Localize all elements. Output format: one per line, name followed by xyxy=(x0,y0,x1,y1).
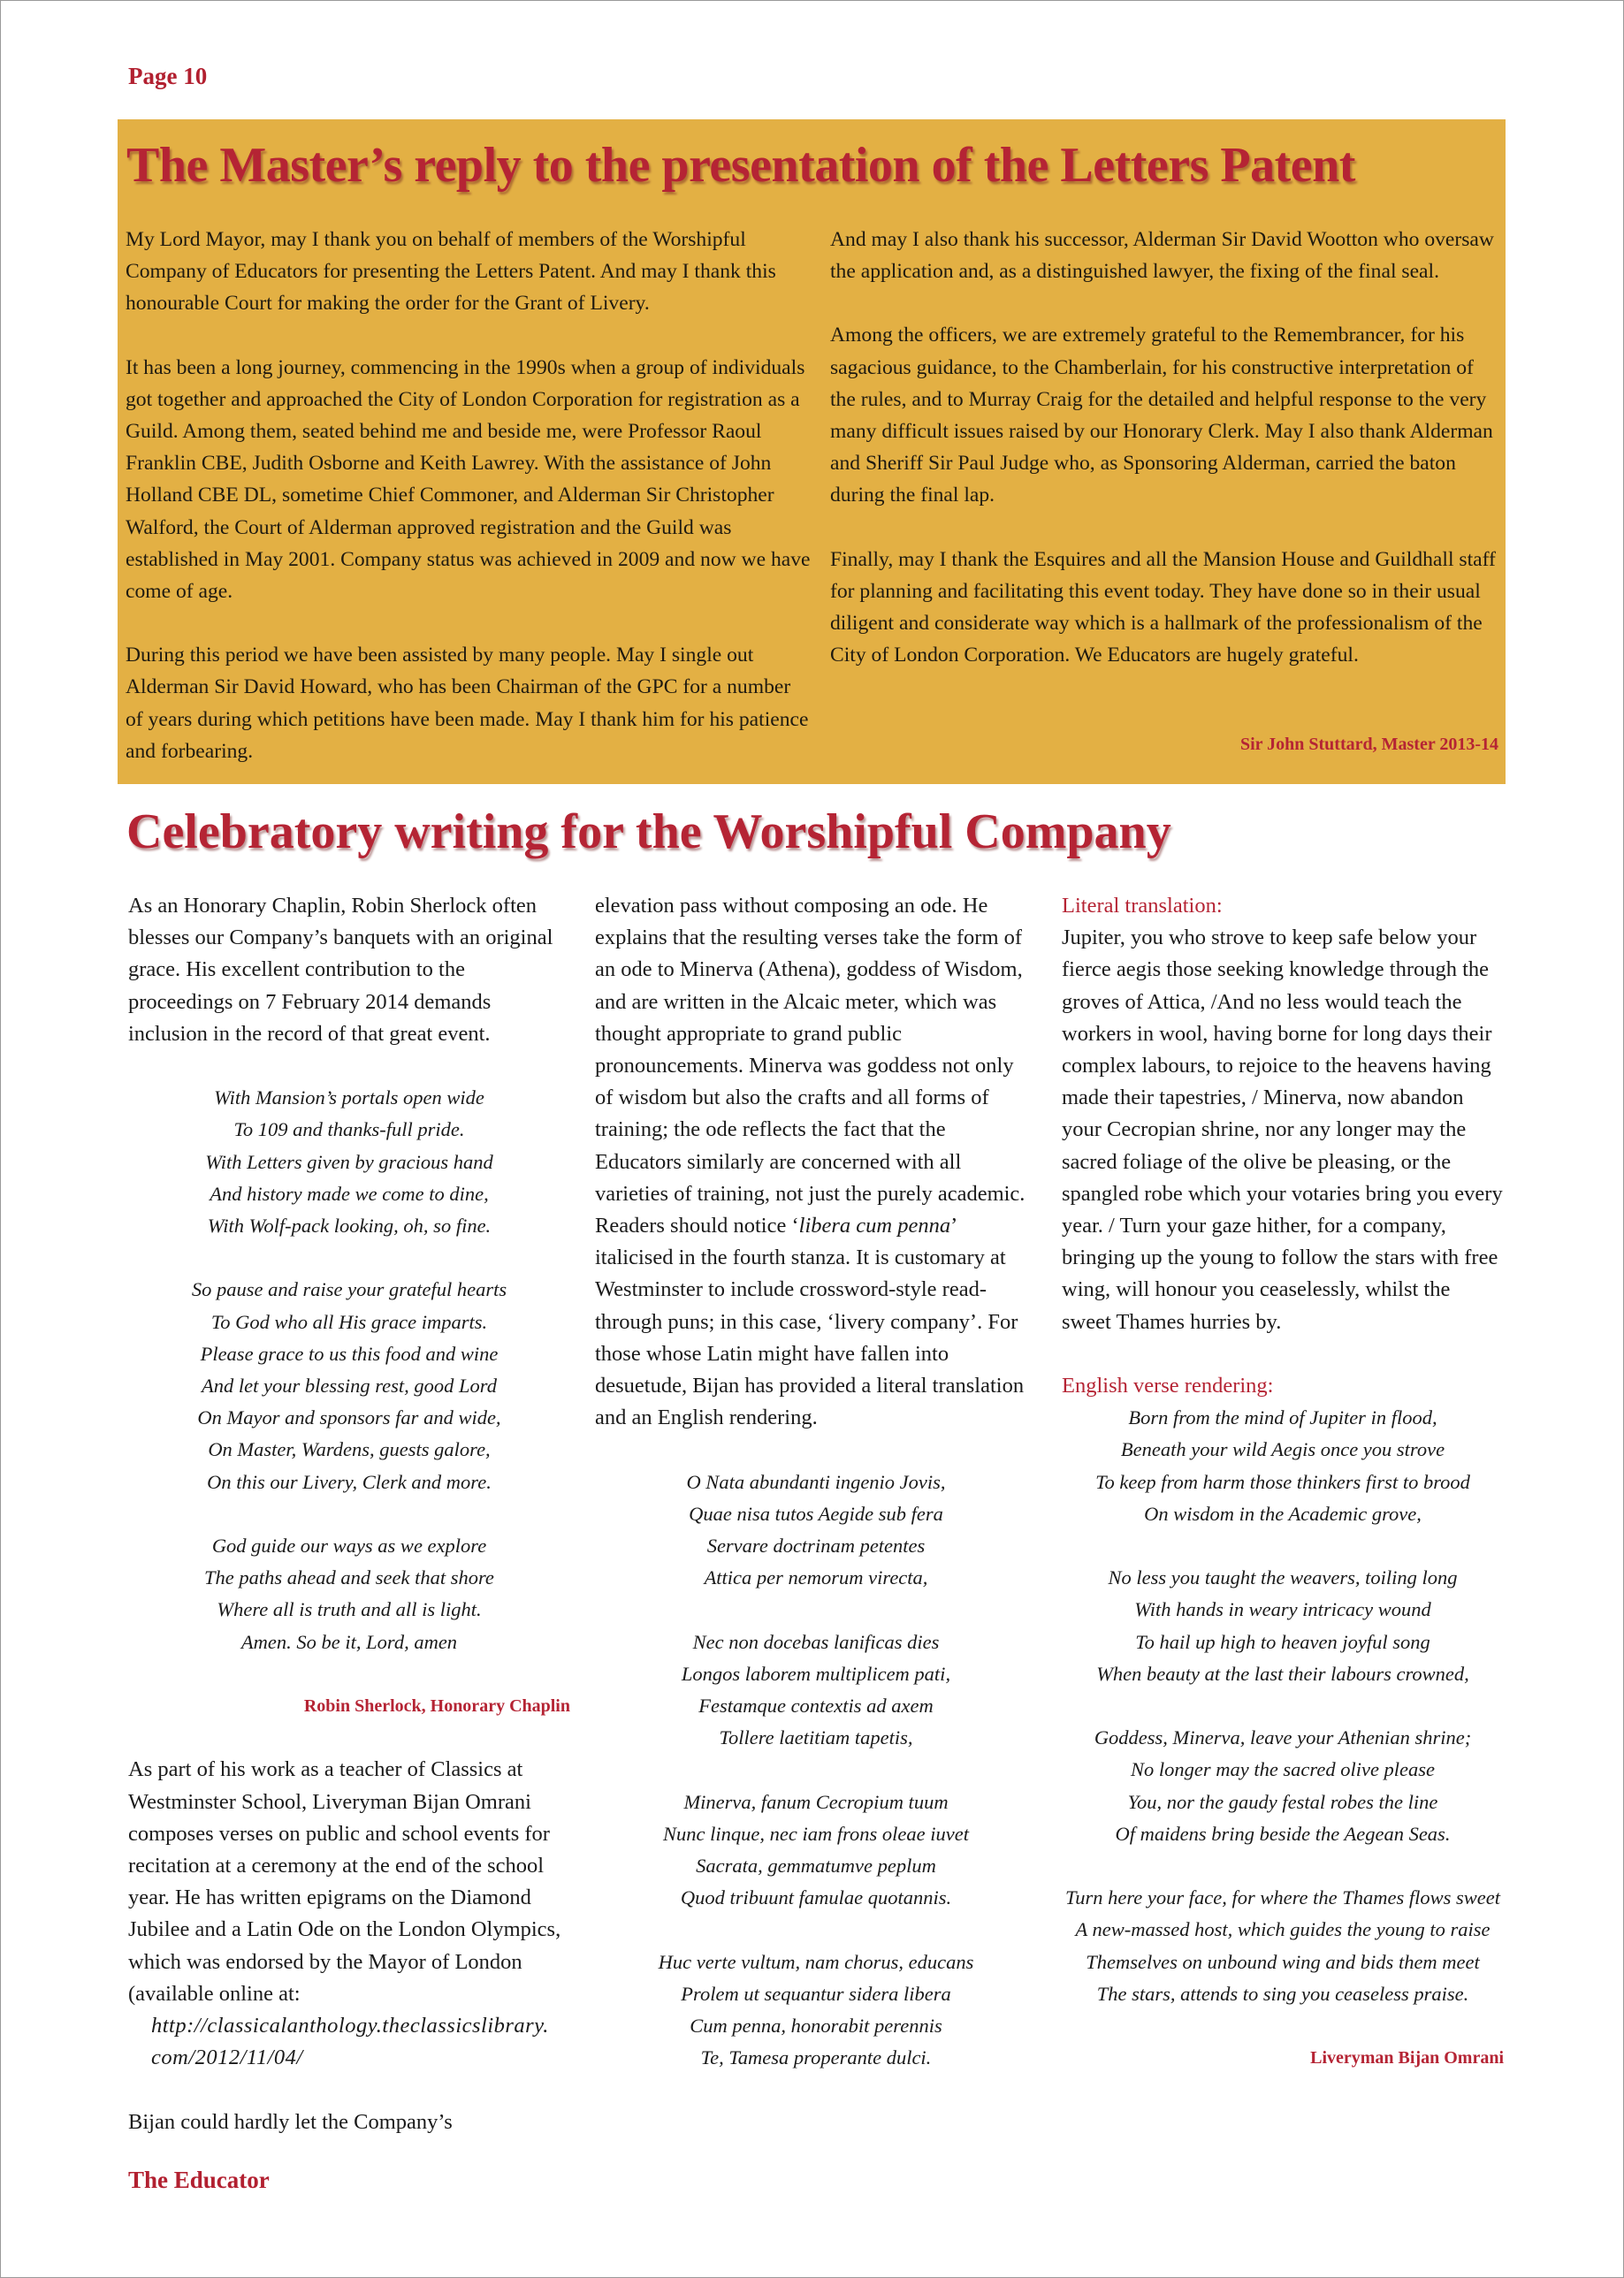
verse-line: No less you taught the weavers, toiling long xyxy=(1108,1566,1458,1589)
paragraph: And may I also thank his successor, Alderman Sir David Wootton who oversaw the application and, as a distinguished lawyer, the fixing of the final seal. xyxy=(830,228,1494,284)
column-1 xyxy=(128,890,570,2138)
bijan-intro: As part of his work as a teacher of Classics at Westminster School, Liveryman Bijan Omrani composes verses on public and school events for recitation at a ceremony at the end of the school year. He has written epigrams on the Diamond Jubilee and a Latin Ode on the London Olympics, which was endorsed by the Mayor of London (available online at: xyxy=(128,1757,561,2006)
paragraph: Among the officers, we are extremely grateful to the Remembrancer, for his sagacious guidance, to the Chamberlain, for his constructive interpretation of the rules, and to Murray Craig for the detailed and helpful response to the very many difficult issues raised by our Honorary Clerk. May I also thank Alderman and Sheriff Sir Paul Judge who, as Sponsoring Alderman, carried the baton during the final lap. xyxy=(830,324,1493,507)
paragraph: My Lord Mayor, may I thank you on behalf of members of the Worshipful Company of Educators for presenting the Letters Patent. And may I thank this honourable Court for making the order for the Grant of Livery. xyxy=(126,228,776,316)
verse-line: So pause and raise your grateful hearts xyxy=(191,1278,507,1301)
verse-line: Servare doctrinam petentes xyxy=(706,1535,926,1558)
stanza xyxy=(128,1274,570,1497)
master-reply-panel xyxy=(118,119,1506,784)
verse-line: To God who all His grace imparts. xyxy=(210,1310,488,1333)
master-signature: Sir John Stuttard, Master 2013-14 xyxy=(1239,735,1498,754)
verse-line: When beauty at the last their labours crowned, xyxy=(1096,1662,1469,1685)
english-rendering-label: English verse rendering: xyxy=(1062,1374,1274,1398)
grace-signature: Robin Sherlock, Honorary Chaplin xyxy=(303,1696,570,1717)
master-reply-right-column xyxy=(830,224,1502,703)
paragraph: During this period we have been assisted by many people. May I single out Alderman Sir David Howard, who has been Chairman of the GPC for a number of years during which petitions have been made. May I thank him for his patience and forbearing. xyxy=(126,644,809,763)
verse-line: Tollere laetitiam tapetis, xyxy=(719,1726,913,1749)
stanza xyxy=(1062,1882,1504,2010)
verse-line: Cum penna, honorabit perennis xyxy=(690,2015,942,2038)
stanza xyxy=(1062,1402,1504,1530)
celebratory-title: Celebratory writing for the Worshipful Company xyxy=(126,804,1171,859)
master-reply-left-column xyxy=(126,224,811,799)
stanza xyxy=(595,1947,1037,2075)
paragraph: It has been a long journey, commencing in the 1990s when a group of individuals got together and approached the City of London Corporation for registration as a Guild. Among them, seated behind me and beside me, were Professor Raoul Franklin CBE, Judith Osborne and Keith Lawrey. With the assistance of John Holland CBE DL, sometime Chief Commoner, and Alderman Sir Christopher Walford, the Court of Alderman approved registration and the Guild was established in May 2001. Company status was achieved in 2009 and now we have come of age. xyxy=(126,355,811,604)
verse-line: God guide our ways as we explore xyxy=(211,1535,487,1558)
grace-intro: As an Honorary Chaplin, Robin Sherlock often blesses our Company’s banquets with an original grace. His excellent contribution to the proceedings on 7 February 2014 demands inclusion in the record of that great event. xyxy=(128,894,553,1046)
verse-line: Minerva, fanum Cecropium tuum xyxy=(683,1790,949,1813)
verse-line: With Wolf-pack looking, oh, so fine. xyxy=(207,1215,492,1238)
verse-line: With Letters given by gracious hand xyxy=(205,1150,493,1173)
literal-translation-label: Literal translation: xyxy=(1062,894,1223,918)
master-reply-title: The Master’s reply to the presentation of the Letters Patent xyxy=(126,138,1355,193)
url-line: http://classicalanthology.theclassicslibrary. xyxy=(151,2014,549,2038)
stanza xyxy=(128,1082,570,1242)
verse-line: Where all is truth and all is light. xyxy=(217,1598,482,1621)
verse-line: Prolem ut sequantur sidera libera xyxy=(681,1982,951,2005)
verse-line: Nec non docebas lanificas dies xyxy=(692,1630,940,1653)
grace-verse xyxy=(128,1082,570,1658)
column-1-end: Bijan could hardly let the Company’s xyxy=(128,2109,453,2134)
verse-line: With hands in weary intricacy wound xyxy=(1134,1598,1431,1621)
verse-line: Huc verte vultum, nam chorus, educans xyxy=(658,1950,974,1973)
verse-line: On wisdom in the Academic grove, xyxy=(1144,1502,1422,1525)
verse-line: Themselves on unbound wing and bids them meet xyxy=(1086,1950,1480,1973)
text-segment: ’ italicised in the fourth stanza. It is customary at Westminster to include crossword-style read-through puns; in this case, ‘livery company’. For those whose Latin might have fallen into desuetude, Bijan has provided a literal translation and an English rendering. xyxy=(595,1214,1025,1430)
stanza xyxy=(595,1627,1037,1755)
verse-line: Quae nisa tutos Aegide sub fera xyxy=(689,1502,943,1525)
verse-line: Please grace to us this food and wine xyxy=(200,1342,499,1365)
verse-line: Of maidens bring beside the Aegean Seas. xyxy=(1115,1822,1451,1845)
stanza xyxy=(128,1530,570,1658)
verse-line: Te, Tamesa properante dulci. xyxy=(700,2046,932,2069)
verse-line: With Mansion’s portals open wide xyxy=(214,1086,484,1109)
verse-line: To hail up high to heaven joyful song xyxy=(1135,1630,1430,1653)
verse-line: To 109 and thanks-full pride. xyxy=(233,1118,465,1141)
stanza xyxy=(1062,1562,1504,1690)
stanza xyxy=(595,1787,1037,1915)
english-verse xyxy=(1062,1402,1504,2010)
verse-line: Quod tribuunt famulae quotannis. xyxy=(680,1886,952,1909)
verse-line: No longer may the sacred olive please xyxy=(1130,1758,1436,1781)
verse-line: O Nata abundanti ingenio Jovis, xyxy=(686,1470,946,1493)
literal-translation: Jupiter, you who strove to keep safe below your fierce aegis those seeking knowledge through the groves of Attica, /And no less would teach the workers in wool, having borne for long days their complex labours, to rejoice to the heavens having made their tapestries, / Minerva, now abandon your Cecropian shrine, nor any longer may the sacred foliage of the olive be pleasing, or the spangled robe which your votaries bring you every year. / Turn your gaze hither, for a company, bringing up the young to follow the stars with free wing, will honour you ceaselessly, whilst the sweet Thames hurries by. xyxy=(1062,926,1503,1334)
column-3 xyxy=(1062,890,1504,2074)
latin-ode xyxy=(595,1467,1037,2075)
url-line: com/2012/11/04/ xyxy=(151,2046,303,2070)
verse-line: Amen. So be it, Lord, amen xyxy=(240,1630,458,1653)
verse-line: Goddess, Minerva, leave your Athenian shrine; xyxy=(1094,1726,1472,1749)
footer-publication-name: The Educator xyxy=(128,2167,270,2193)
italic-phrase: libera cum penna xyxy=(798,1214,951,1238)
verse-line: The stars, attends to sing you ceaseless praise. xyxy=(1096,1982,1469,2005)
page-number: Page 10 xyxy=(128,63,208,89)
ode-explanation xyxy=(595,890,1037,1434)
verse-line: On this our Livery, Clerk and more. xyxy=(207,1470,492,1493)
column-2 xyxy=(595,890,1037,2074)
verse-line: Born from the mind of Jupiter in flood, xyxy=(1128,1406,1437,1429)
stanza xyxy=(595,1467,1037,1595)
verse-line: On Master, Wardens, guests galore, xyxy=(208,1438,491,1461)
verse-line: A new-massed host, which guides the young to raise xyxy=(1075,1918,1491,1941)
verse-line: The paths ahead and seek that shore xyxy=(204,1566,494,1589)
paragraph: Finally, may I thank the Esquires and all the Mansion House and Guildhall staff for planning and facilitating this event today. They have done so in their usual diligent and considerate way which is a hallmark of the professionalism of the City of London Corporation. We Educators are hugely grateful. xyxy=(830,547,1496,667)
stanza xyxy=(1062,1722,1504,1850)
verse-line: Nunc linque, nec iam frons oleae iuvet xyxy=(663,1822,969,1845)
verse-line: And let your blessing rest, good Lord xyxy=(202,1375,497,1398)
verse-line: Sacrata, gemmatumve peplum xyxy=(696,1855,936,1878)
verse-line: Festamque contextis ad axem xyxy=(698,1695,934,1718)
verse-line: Attica per nemorum virecta, xyxy=(704,1566,928,1589)
verse-line: To keep from harm those thinkers first to brood xyxy=(1095,1470,1470,1493)
verse-line: And history made we come to dine, xyxy=(210,1182,489,1205)
verse-line: Turn here your face, for where the Thames flows sweet xyxy=(1064,1886,1501,1909)
verse-line: You, nor the gaudy festal robes the line xyxy=(1127,1790,1438,1813)
text-segment: elevation pass without composing an ode. He explains that the resulting verses take the form of an ode to Minerva (Athena), goddess of Wisdom, and are written in the Alcaic meter, which was thought appropriate to grand public pronouncements. Minerva was goddess not only of wisdom but also the crafts and all forms of training; the ode reflects the fact that the Educators similarly are concerned with all varieties of training, not just the purely academic. Readers should notice ‘ xyxy=(595,894,1025,1238)
verse-line: On Mayor and sponsors far and wide, xyxy=(197,1406,501,1429)
bijan-signature: Liveryman Bijan Omrani xyxy=(1310,2048,1504,2068)
verse-line: Beneath your wild Aegis once you strove xyxy=(1120,1438,1445,1461)
verse-line: Longos laborem multiplicem pati, xyxy=(681,1662,951,1685)
